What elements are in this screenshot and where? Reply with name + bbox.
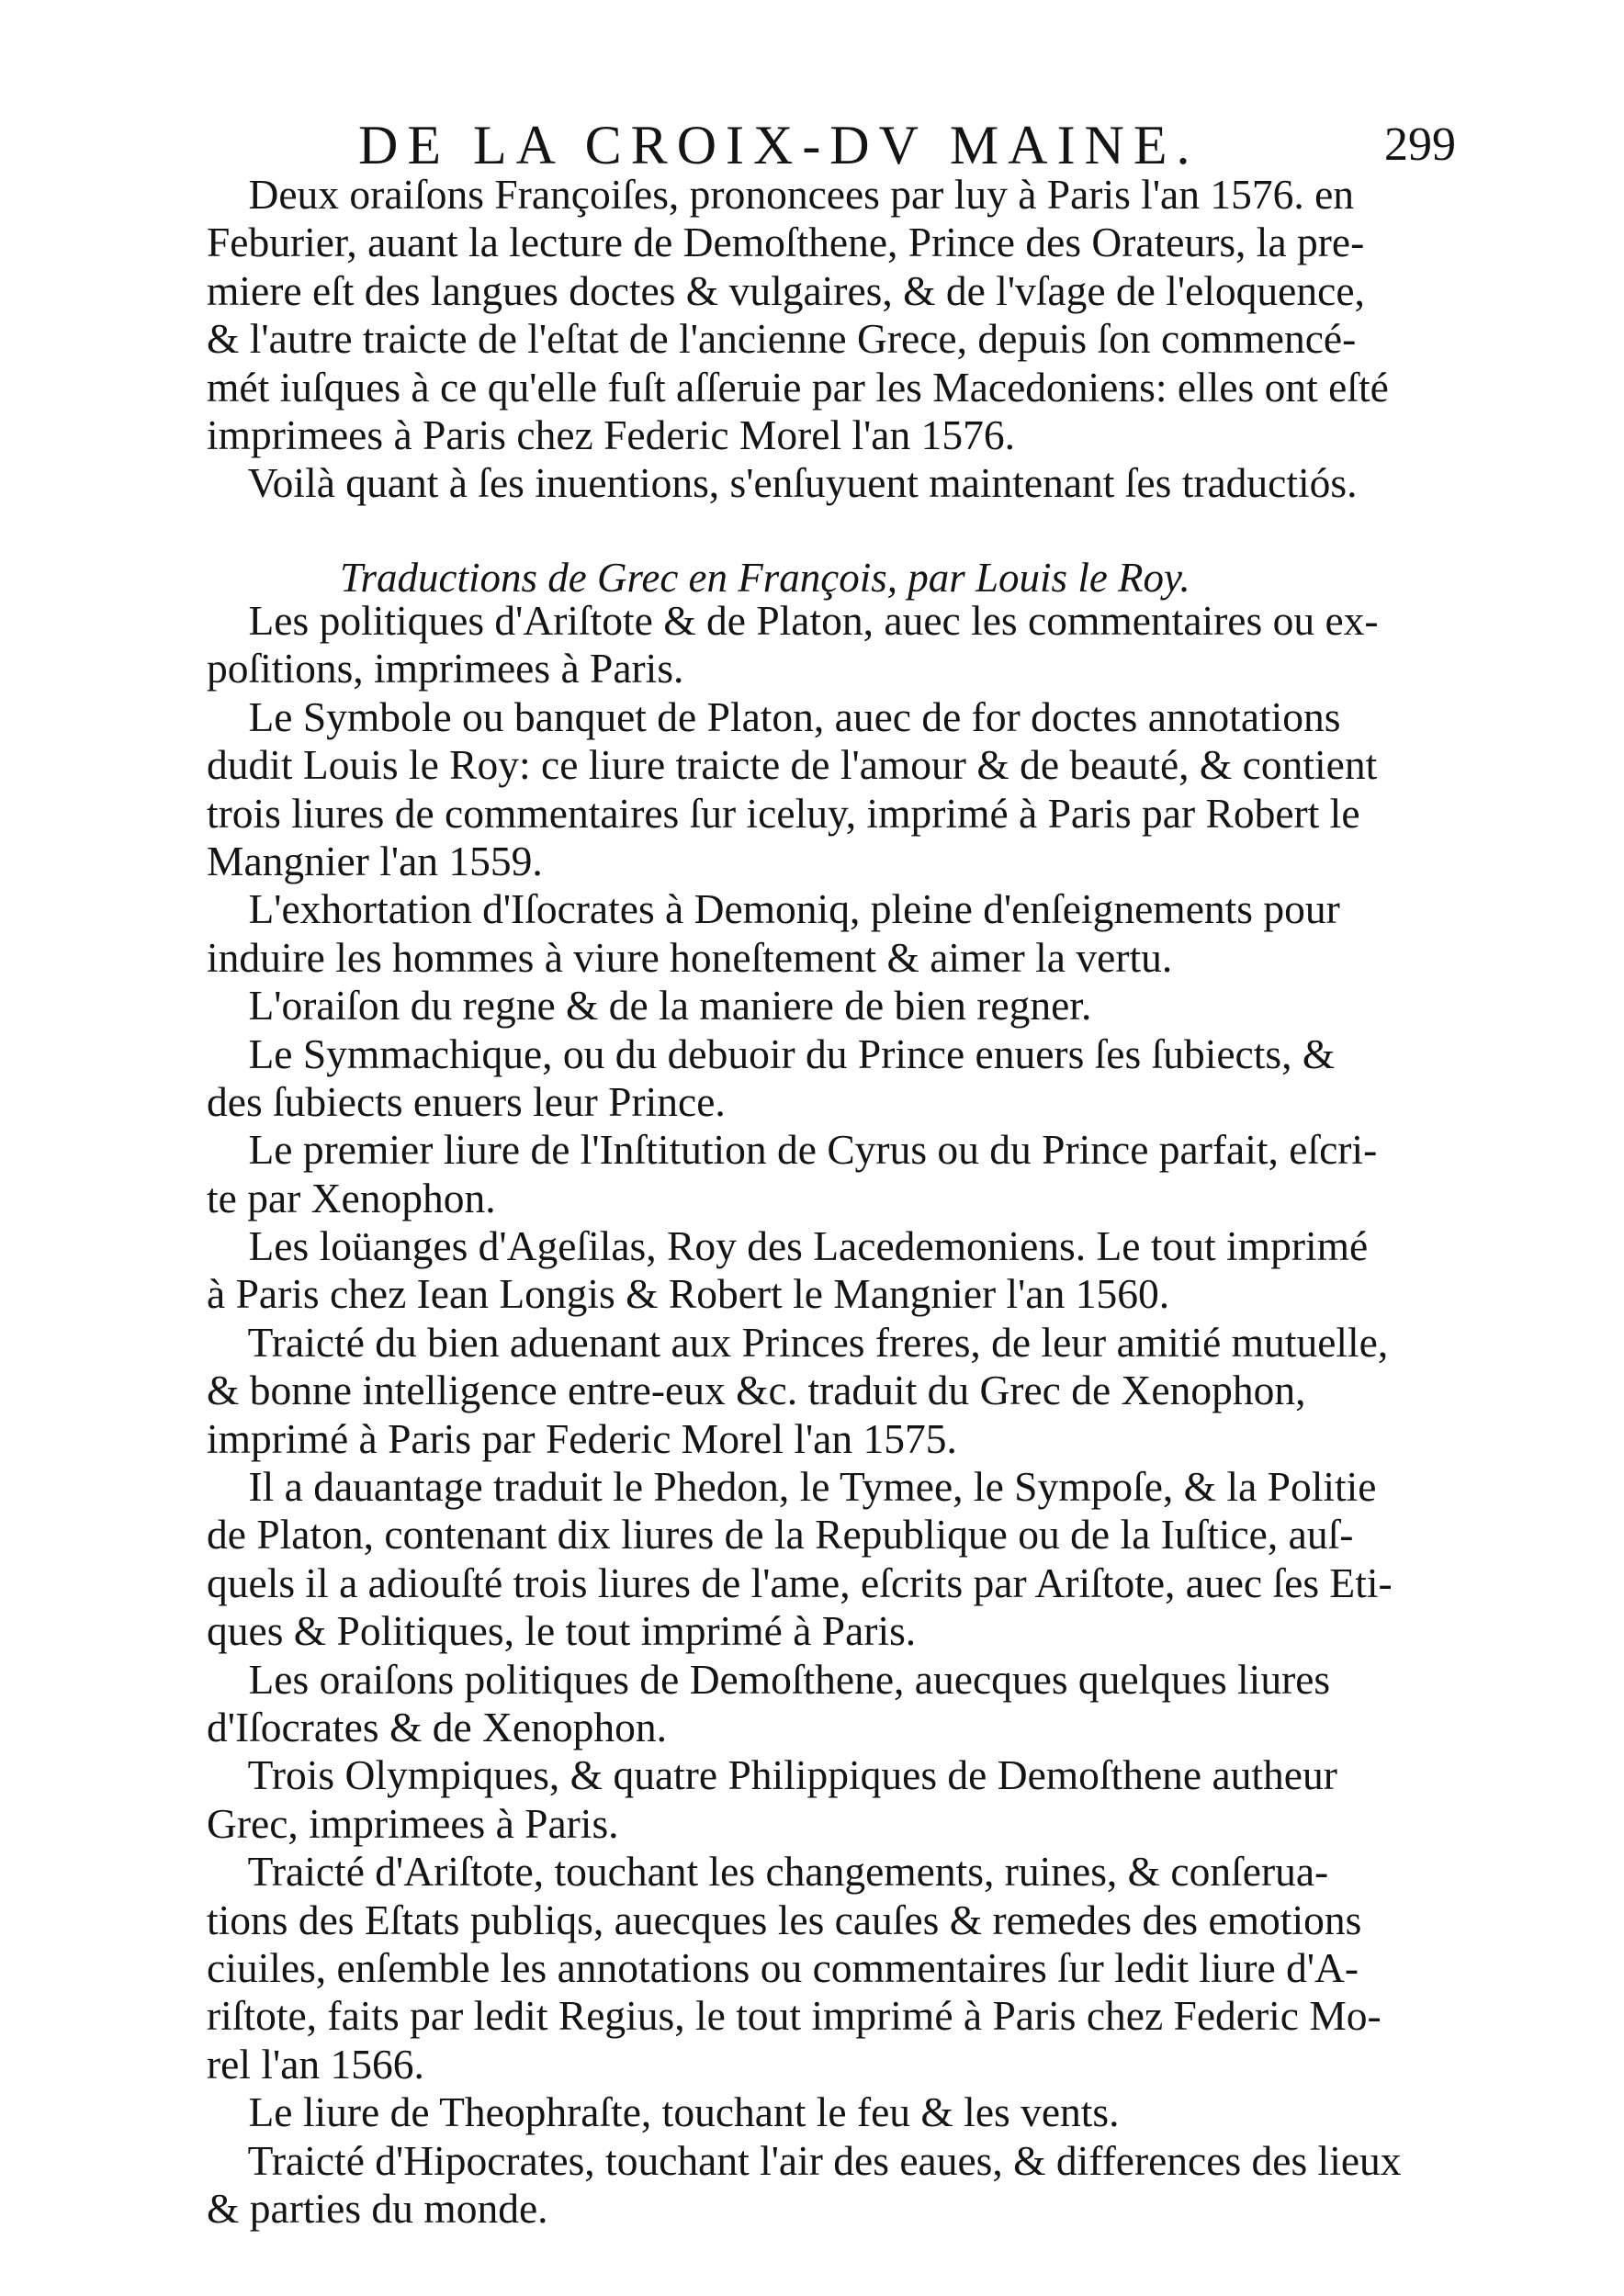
text-line: des ſubiects enuers leur Prince. <box>207 1077 726 1125</box>
text-line: ciuiles, enſemble les annotations ou commentaires ſur ledit liure d'A- <box>207 1943 1359 1991</box>
text-line: poſitions, imprimees à Paris. <box>207 645 684 692</box>
text-line: trois liures de commentaires ſur iceluy, imprimé à Paris par Robert le <box>207 789 1360 837</box>
text-line: induire les hommes à viure honeſtement & aimer la vertu. <box>207 933 1173 981</box>
text-line: Deux oraiſons Françoiſes, prononcees par luy à Paris l'an 1576. en <box>207 171 1355 218</box>
text-line: Il a dauantage traduit le Phedon, le Tymee, le Sympoſe, & la Politie <box>207 1463 1377 1511</box>
text-line: & bonne intelligence entre-eux &c. traduit du Grec de Xenophon, <box>207 1367 1306 1414</box>
text-line: quels il a adiouſté trois liures de l'ame, eſcrits par Ariſtote, auec ſes Eti- <box>207 1559 1393 1606</box>
section-heading: Traductions de Grec en François, par Louis le Roy. <box>340 555 1190 601</box>
text-line: Traicté d'Ariſtote, touchant les changements, ruines, & conſerua- <box>207 1848 1329 1896</box>
text-line: Les oraiſons politiques de Demoſthene, auecques quelques liures <box>207 1655 1331 1703</box>
text-line: de Platon, contenant dix liures de la Republique ou de la Iuſtice, auſ- <box>207 1511 1354 1559</box>
text-line: rel l'an 1566. <box>207 2040 424 2088</box>
page-number: 299 <box>1384 118 1456 171</box>
text-line: dudit Louis le Roy: ce liure traicte de l'amour & de beauté, & contient <box>207 741 1378 789</box>
text-line: Le Symbole ou banquet de Platon, auec de for doctes annotations <box>207 692 1341 740</box>
text-line: Mangnier l'an 1559. <box>207 837 543 884</box>
text-line: Le liure de Theophraſte, touchant le feu & les vents. <box>207 2088 1120 2136</box>
text-line: riſtote, faits par ledit Regius, le tout imprimé à Paris chez Federic Mo- <box>207 1992 1382 2040</box>
text-line: te par Xenophon. <box>207 1174 496 1221</box>
translations-list <box>207 597 1402 2233</box>
text-line: Les loüanges d'Ageſilas, Roy des Lacedemoniens. Le tout imprimé <box>207 1222 1369 1270</box>
text-line: & l'autre traicte de l'eſtat de l'ancienne Grece, depuis ſon commencé- <box>207 315 1357 363</box>
text-line: ques & Politiques, le tout imprimé à Paris. <box>207 1607 917 1655</box>
text-line: tions des Eſtats publiqs, auecques les cauſes & remedes des emotions <box>207 1896 1362 1943</box>
running-title: DE LA CROIX-DV MAINE. <box>358 115 1200 175</box>
text-line: & parties du monde. <box>207 2184 548 2232</box>
text-line: L'exhortation d'Iſocrates à Demoniq, pleine d'enſeignements pour <box>207 885 1340 933</box>
text-line: Traicté du bien aduenant aux Princes freres, de leur amitié mutuelle, <box>207 1318 1389 1366</box>
text-line: Grec, imprimees à Paris. <box>207 1799 619 1847</box>
text-line: Le premier liure de l'Inſtitution de Cyrus ou du Prince parfait, eſcri- <box>207 1126 1378 1174</box>
text-line: imprimees à Paris chez Federic Morel l'an 1576. <box>207 411 1016 458</box>
text-line: Traicté d'Hipocrates, touchant l'air des eaues, & differences des lieux <box>207 2136 1402 2184</box>
text-line: à Paris chez Iean Longis & Robert le Mangnier l'an 1560. <box>207 1270 1170 1318</box>
text-line: Feburier, auant la lecture de Demoſthene, Prince des Orateurs, la pre- <box>207 219 1365 266</box>
text-line: mét iuſques à ce qu'elle fuſt aſſeruie par les Macedoniens: elles ont eſté <box>207 363 1389 411</box>
text-line: miere eſt des langues doctes & vulgaires, & de l'vſage de l'eloquence, <box>207 266 1365 314</box>
text-line: Voilà quant à ſes inuentions, s'enſuyuent maintenant ſes traductiós. <box>207 459 1358 507</box>
text-line: L'oraiſon du regne & de la maniere de bien regner. <box>207 982 1092 1030</box>
text-line: Trois Olympiques, & quatre Philippiques de Demoſthene autheur <box>207 1751 1337 1799</box>
intro-paragraphs <box>207 171 1389 508</box>
text-line: d'Iſocrates & de Xenophon. <box>207 1703 667 1750</box>
text-line: Le Symmachique, ou du debuoir du Prince enuers ſes ſubiects, & <box>207 1030 1336 1077</box>
text-line: imprimé à Paris par Federic Morel l'an 1575. <box>207 1414 957 1462</box>
text-line: Les politiques d'Ariſtote & de Platon, auec les commentaires ou ex- <box>207 597 1379 644</box>
